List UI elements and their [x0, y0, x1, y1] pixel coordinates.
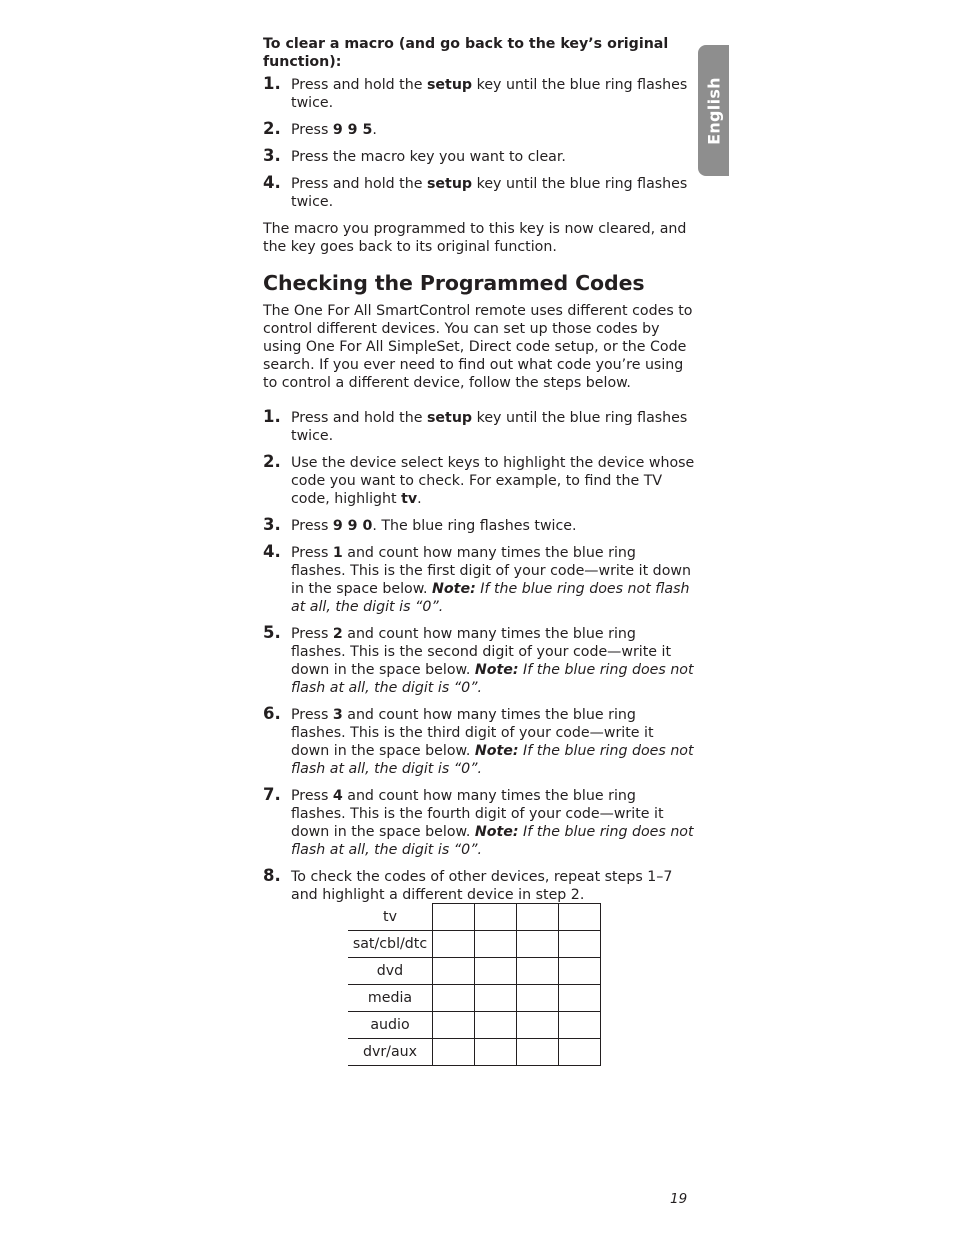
language-tab-label: English: [704, 76, 723, 145]
step-text: To check the codes of other devices, repeat steps 1–7 and highlight a different device in step 2.: [291, 869, 673, 903]
step-key: 4: [332, 788, 343, 804]
code-digit-box[interactable]: [433, 958, 475, 985]
code-digit-box[interactable]: [475, 958, 517, 985]
step-text: Use the device select keys to highlight the device whose code you want to check. For example, to find the TV code, highlight: [291, 455, 695, 507]
code-digit-box[interactable]: [559, 904, 601, 931]
step-number: 1.: [263, 74, 281, 93]
note-text: If the blue ring does not flash at all, the digit is “0”.: [291, 743, 694, 777]
step-item: [263, 175, 695, 211]
step-key: tv: [401, 491, 418, 507]
step-text: Press: [291, 518, 333, 534]
device-label: sat/cbl/dtc: [348, 931, 433, 958]
step-item: [263, 625, 695, 697]
note-label: Note:: [474, 743, 519, 759]
code-digit-box[interactable]: [433, 931, 475, 958]
code-digit-box[interactable]: [433, 985, 475, 1012]
code-digit-box[interactable]: [517, 1039, 559, 1066]
step-text: Press and hold the: [291, 410, 427, 426]
code-digit-box[interactable]: [475, 985, 517, 1012]
step-number: 5.: [263, 623, 281, 642]
step-text: Press: [291, 788, 333, 804]
step-number: 2.: [263, 452, 281, 471]
code-digit-box[interactable]: [475, 931, 517, 958]
section-intro: The One For All SmartControl remote uses different codes to control different devices. You can set up those codes by using One For All SimpleSet, Direct code setup, or the Code search. If you ever need to find out what code you’re using to control a different device, follow the steps below.: [263, 303, 693, 391]
code-digit-box[interactable]: [517, 904, 559, 931]
step-item: [263, 787, 695, 859]
step-item: [263, 544, 695, 616]
step-text: and count how many times the blue ring flashes. This is the fourth digit of your code—write it down in the space below.: [291, 788, 664, 840]
code-digit-box[interactable]: [433, 1039, 475, 1066]
step-text: and count how many times the blue ring flashes. This is the second digit of your code—write it down in the space below.: [291, 626, 672, 678]
table-row: [348, 1039, 601, 1066]
step-number: 3.: [263, 515, 281, 534]
code-digit-box[interactable]: [559, 958, 601, 985]
code-digit-box[interactable]: [433, 904, 475, 931]
step-key: 1: [332, 545, 343, 561]
step-item: [263, 121, 695, 139]
step-item: [263, 454, 695, 508]
section-title: Checking the Programmed Codes: [263, 271, 645, 295]
table-row: [348, 958, 601, 985]
step-key: setup: [426, 176, 473, 192]
checking-steps: [263, 409, 695, 904]
step-text: Press and hold the: [291, 176, 427, 192]
code-digit-box[interactable]: [517, 985, 559, 1012]
page-number: 19: [670, 1191, 688, 1207]
code-digit-box[interactable]: [517, 958, 559, 985]
step-text: . The blue ring flashes twice.: [372, 518, 577, 534]
table-row: [348, 1012, 601, 1039]
note-label: Note:: [474, 662, 519, 678]
device-label: media: [348, 985, 433, 1012]
device-label: audio: [348, 1012, 433, 1039]
note-label: Note:: [474, 824, 519, 840]
clear-macro-closing: The macro you programmed to this key is now cleared, and the key goes back to its original function.: [263, 221, 687, 255]
device-code-table: [348, 903, 601, 1066]
step-item: [263, 706, 695, 778]
device-label: tv: [348, 904, 433, 931]
step-text: Press: [291, 122, 333, 138]
code-digit-box[interactable]: [517, 1012, 559, 1039]
table-row: [348, 931, 601, 958]
code-digit-box[interactable]: [559, 1039, 601, 1066]
clear-macro-heading: To clear a macro (and go back to the key’s original function):: [263, 36, 669, 70]
step-number: 8.: [263, 866, 281, 885]
step-text: key until the blue ring flashes twice.: [291, 77, 688, 111]
step-text: and count how many times the blue ring flashes. This is the third digit of your code—write it down in the space below.: [291, 707, 654, 759]
step-number: 7.: [263, 785, 281, 804]
table-row: [348, 985, 601, 1012]
step-text: Press: [291, 707, 333, 723]
step-text: Press: [291, 626, 333, 642]
step-number: 6.: [263, 704, 281, 723]
step-item: [263, 409, 695, 445]
step-number: 4.: [263, 173, 281, 192]
code-digit-box[interactable]: [517, 931, 559, 958]
code-digit-box[interactable]: [475, 904, 517, 931]
step-number: 4.: [263, 542, 281, 561]
note-text: If the blue ring does not flash at all, the digit is “0”.: [291, 662, 694, 696]
step-key: setup: [426, 410, 473, 426]
language-tab: [698, 45, 729, 176]
step-item: [263, 148, 695, 166]
device-label: dvd: [348, 958, 433, 985]
step-key: 2: [332, 626, 343, 642]
step-key: 9 9 5: [332, 122, 373, 138]
step-item: [263, 76, 695, 112]
note-text: If the blue ring does not flash at all, the digit is “0”.: [291, 824, 694, 858]
step-item: [263, 517, 695, 535]
code-digit-box[interactable]: [559, 985, 601, 1012]
code-digit-box[interactable]: [433, 1012, 475, 1039]
code-digit-box[interactable]: [475, 1012, 517, 1039]
step-text: key until the blue ring flashes twice.: [291, 176, 688, 210]
step-key: 3: [332, 707, 343, 723]
code-digit-box[interactable]: [559, 1012, 601, 1039]
step-text: Press the macro key you want to clear.: [291, 149, 566, 165]
step-text: Press and hold the: [291, 77, 427, 93]
step-key: setup: [426, 77, 473, 93]
note-text: If the blue ring does not flash at all, the digit is “0”.: [291, 581, 690, 615]
step-number: 2.: [263, 119, 281, 138]
code-digit-box[interactable]: [475, 1039, 517, 1066]
table-row: [348, 904, 601, 931]
step-text: key until the blue ring flashes twice.: [291, 410, 688, 444]
device-label: dvr/aux: [348, 1039, 433, 1066]
step-key: 9 9 0: [332, 518, 373, 534]
step-text: .: [417, 491, 422, 507]
page-content: [263, 35, 695, 913]
step-text: and count how many times the blue ring flashes. This is the first digit of your code—write it down in the space below.: [291, 545, 691, 597]
step-text: Press: [291, 545, 333, 561]
step-text: .: [372, 122, 377, 138]
note-label: Note:: [432, 581, 476, 597]
step-number: 3.: [263, 146, 281, 165]
step-item: [263, 868, 695, 904]
clear-macro-steps: [263, 76, 695, 211]
step-number: 1.: [263, 407, 281, 426]
code-digit-box[interactable]: [559, 931, 601, 958]
